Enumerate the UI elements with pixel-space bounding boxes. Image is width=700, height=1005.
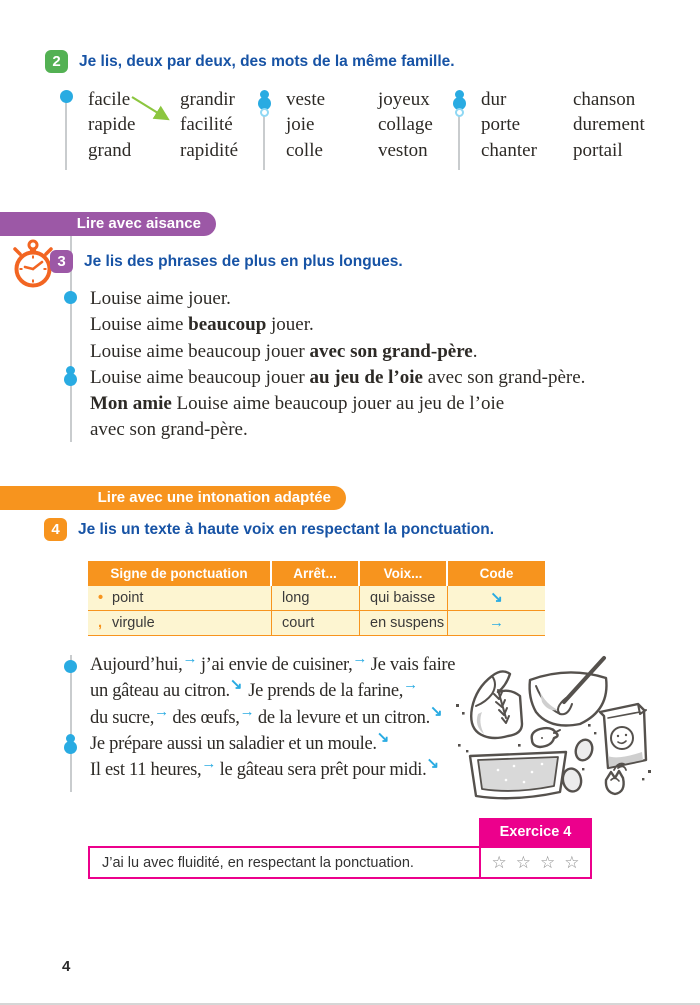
family-word: rapide <box>88 114 136 136</box>
passage-line <box>90 652 470 678</box>
punctuation-table <box>88 561 545 636</box>
text-part: Louise aime jouer. <box>90 288 231 309</box>
baking-ingredients-illustration <box>448 652 660 810</box>
exercise-3-header <box>50 250 403 273</box>
text-part: . <box>472 340 478 362</box>
text-part: Je vais faire <box>366 655 456 675</box>
text-part: Je prépare aussi un saladier et un moule. <box>90 733 377 754</box>
cell-sign <box>88 611 272 636</box>
intonation-arrow: → <box>201 755 217 773</box>
exercise-3-title: Je lis des phrases de plus en plus longues. <box>84 253 403 270</box>
text-part: avec son grand-père. <box>90 419 248 441</box>
sentence-line <box>90 391 650 417</box>
code-arrow: → <box>489 614 504 631</box>
intonation-arrow: → <box>154 702 170 720</box>
star-icon: ☆ <box>515 852 531 872</box>
exercise-4-badge: 4 <box>44 518 67 541</box>
word-column <box>573 86 645 163</box>
intonation-arrow: → <box>352 650 368 667</box>
intonation-arrow: → <box>403 676 419 694</box>
cell-voice: qui baisse <box>360 586 448 611</box>
assessment-star-rating <box>479 848 590 877</box>
family-word: grandir <box>180 89 235 110</box>
cell-stop: court <box>272 611 360 636</box>
family-word: chanson <box>573 89 636 110</box>
sentence-line <box>90 286 650 312</box>
text-part: de la levure et un citron. <box>253 707 430 728</box>
word-family-link-arrow <box>128 94 180 128</box>
cell-sign <box>88 586 272 611</box>
reader-pin-single <box>60 90 73 103</box>
cell-code <box>448 586 545 611</box>
exercise-4-guide-line <box>70 655 72 792</box>
page-number: 4 <box>62 958 71 975</box>
reader-pin-double <box>64 366 77 386</box>
family-word: joie <box>286 114 315 136</box>
punctuation-mark: • <box>98 590 104 606</box>
sentence-line <box>90 312 650 338</box>
reader-pin-column <box>256 86 272 163</box>
text-part: Louise aime beaucoup jouer au jeu de l’oie <box>171 393 505 415</box>
text-part: Louise aime <box>90 314 189 336</box>
text-part: Il est 11 heures, <box>90 760 202 781</box>
passage-line <box>90 702 470 731</box>
table-header-sign: Signe de ponctuation <box>88 561 272 586</box>
text-part: jouer. <box>266 314 314 336</box>
word-group <box>256 86 433 163</box>
section-banner-fluency: Lire avec aisance <box>0 212 216 236</box>
intonation-arrow: ↘ <box>376 728 390 746</box>
passage-line <box>90 728 470 757</box>
exercise-4-title: Je lis un texte à haute voix en respectant la ponctuation. <box>78 521 495 538</box>
assessment-row <box>88 846 592 879</box>
word-column <box>378 86 433 163</box>
reader-pin-double <box>453 90 466 117</box>
cell-voice: en suspens <box>360 611 448 636</box>
word-column <box>180 86 238 163</box>
section-banner-intonation: Lire avec une intonation adaptée <box>0 486 346 510</box>
punctuation-mark: , <box>98 615 103 631</box>
reader-pin-single <box>64 291 77 304</box>
text-part: le gâteau sera prêt pour midi. <box>215 760 427 781</box>
sign-label: virgule <box>112 615 155 631</box>
family-word: collage <box>378 114 433 136</box>
code-arrow: ↘ <box>490 589 503 606</box>
exercise-3-badge: 3 <box>50 250 73 273</box>
growing-sentences <box>90 286 650 444</box>
reader-pin-single <box>64 660 77 673</box>
text-part: j’ai envie de cuisiner, <box>196 655 353 675</box>
sign-label: point <box>112 590 144 606</box>
family-word: portail <box>573 139 623 161</box>
text-part: Aujourd’hui, <box>90 655 183 675</box>
assessment-exercise-label: Exercice 4 <box>479 818 592 846</box>
family-word: facilité <box>180 114 233 136</box>
passage-line <box>90 757 470 783</box>
intonation-arrow: ↘ <box>429 702 443 720</box>
intonation-arrow: ↘ <box>229 676 243 694</box>
sentence-line <box>90 417 650 443</box>
text-part: Louise aime beaucoup jouer <box>90 366 310 388</box>
intonation-arrow: → <box>239 702 255 720</box>
family-word: rapidité <box>180 139 239 161</box>
exercise-2-title: Je lis, deux par deux, des mots de la même famille. <box>79 53 455 70</box>
exercise-2-header <box>45 50 455 73</box>
family-word: chanter <box>481 139 537 161</box>
family-word: veston <box>378 139 428 161</box>
exercise-2-badge: 2 <box>45 50 68 73</box>
cell-code <box>448 611 545 636</box>
assessment-statement: J’ai lu avec fluidité, en respectant la ponctuation. <box>102 854 414 871</box>
star-icon: ☆ <box>564 852 580 872</box>
cell-stop: long <box>272 586 360 611</box>
text-part: beaucoup <box>188 314 267 336</box>
family-word: durement <box>573 114 645 136</box>
intonation-arrow: → <box>182 650 198 667</box>
text-part: un gâteau au citron. <box>90 681 230 702</box>
passage-line <box>90 678 470 704</box>
star-icon: ☆ <box>491 852 507 872</box>
pin-guide-line <box>65 94 67 170</box>
word-column <box>286 86 364 163</box>
table-header-code: Code <box>448 561 545 586</box>
intonation-arrow: ↘ <box>426 755 440 773</box>
family-word: veste <box>286 89 326 110</box>
reading-passage <box>90 652 470 783</box>
text-part: Louise aime beaucoup jouer <box>90 340 310 362</box>
family-word: facile <box>88 89 131 110</box>
text-part: avec son grand-père <box>309 340 473 362</box>
text-part: des œufs, <box>168 707 240 728</box>
table-header-stop: Arrêt... <box>272 561 360 586</box>
text-part: du sucre, <box>90 707 155 728</box>
reader-pin-double <box>64 734 77 754</box>
reader-pin-double <box>258 90 271 117</box>
word-family-groups <box>0 86 700 172</box>
reader-pin-column <box>451 86 467 163</box>
family-word: joyeux <box>378 89 430 110</box>
text-part: au jeu de l’oie <box>309 366 423 388</box>
family-word: colle <box>286 139 323 161</box>
table-header-voice: Voix... <box>360 561 448 586</box>
text-part: Je prends de la farine, <box>243 681 404 702</box>
word-group <box>451 86 645 163</box>
family-word: porte <box>481 114 521 136</box>
sentence-line <box>90 365 650 391</box>
text-part: avec son grand-père. <box>422 366 586 388</box>
exercise-4-header <box>44 518 494 541</box>
sentence-line <box>90 339 650 365</box>
family-word: dur <box>481 89 507 110</box>
family-word: grand <box>88 139 132 161</box>
reader-pin-column <box>58 86 74 163</box>
text-part: Mon amie <box>90 393 172 415</box>
star-icon: ☆ <box>540 852 556 872</box>
word-column <box>481 86 559 163</box>
